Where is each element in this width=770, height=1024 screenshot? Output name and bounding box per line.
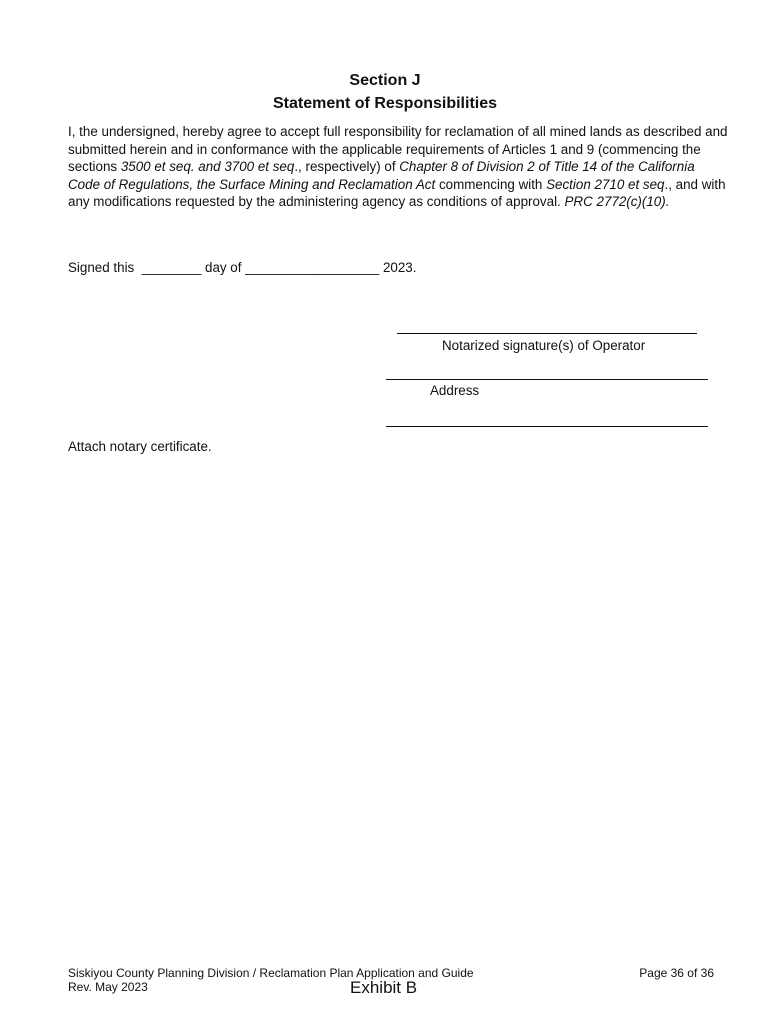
statement-title: Statement of Responsibilities	[272, 95, 498, 112]
footer-page-number: Page 36 of 36	[639, 966, 714, 980]
address-line-1	[386, 379, 708, 380]
paragraph-italic-sections: 3500 et seq. and 3700 et seq	[120, 159, 295, 175]
footer-org-line: Siskiyou County Planning Division / Reclamation Plan Application and Guide	[68, 966, 474, 980]
operator-signature-label: Notarized signature(s) of Operator	[442, 338, 646, 353]
exhibit-label: Exhibit B	[350, 978, 418, 997]
signed-date-line: Signed this ________ day of __________________ 2023.	[68, 260, 417, 275]
address-line-2	[386, 426, 708, 427]
attach-notary-note: Attach notary certificate.	[68, 439, 212, 454]
address-label: Address	[430, 383, 480, 398]
paragraph-italic-prc: PRC 2772(c)(10).	[564, 194, 670, 210]
paragraph-italic-section: Section 2710 et seq	[546, 176, 665, 192]
paragraph-text-4: ., and with any modifications requested by the administering agency as conditions of approval.	[68, 176, 726, 210]
section-title: Section J	[349, 72, 421, 89]
operator-signature-line	[397, 333, 697, 334]
footer-revision: Rev. May 2023	[68, 980, 148, 994]
paragraph-text-2: ., respectively) of	[294, 159, 400, 175]
paragraph-text-3: commencing with	[435, 176, 547, 192]
paragraph-italic-chapter: Chapter 8 of Division 2 of Title 14 of the California Code of Regulations, the Surface Mining and Reclamation Act	[68, 159, 695, 192]
responsibility-paragraph	[68, 123, 728, 211]
paragraph-text-1: I, the undersigned, hereby agree to accept full responsibility for reclamation of all mined lands as described and submitted herein and in conformance with the applicable requirements of Articles 1 and 9 (commencing the sections	[68, 124, 728, 175]
